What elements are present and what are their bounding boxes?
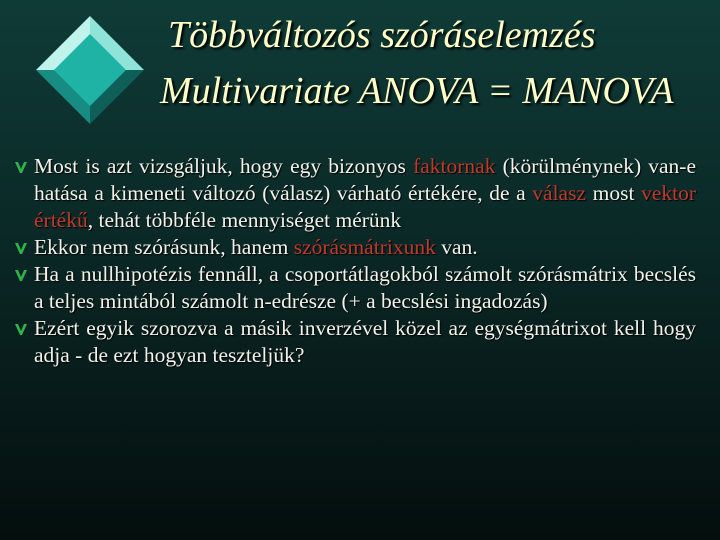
diamond-logo xyxy=(34,14,146,126)
title-line-2: Multivariate ANOVA = MANOVA xyxy=(160,70,674,112)
highlight-term: faktornak xyxy=(413,154,496,178)
bullet-list xyxy=(14,153,696,369)
bullet-item-4 xyxy=(14,315,696,369)
bullet-text: van. xyxy=(435,235,478,259)
check-v-icon xyxy=(14,160,28,174)
check-v-icon xyxy=(14,241,28,255)
bullet-text: Most is azt vizsgáljuk, hogy egy bizonyos xyxy=(34,154,414,178)
bullet-text: Ezért egyik szorozva a másik inverzével közel az egységmátrixot kell hogy adja - de ezt hogyan teszteljük? xyxy=(34,316,696,367)
highlight-term: szórásmátrixunk xyxy=(293,235,436,259)
bullet-item-2 xyxy=(14,234,696,261)
title-line-1: Többváltozós szóráselemzés xyxy=(168,14,596,56)
diamond-icon xyxy=(34,14,146,126)
bullet-item-3 xyxy=(14,261,696,315)
bullet-text: most xyxy=(586,181,642,205)
check-v-icon xyxy=(14,268,28,282)
highlight-term: válasz xyxy=(532,181,586,205)
bullet-text: , tehát többféle mennyiséget mérünk xyxy=(87,208,402,232)
bullet-text: Ekkor nem szórásunk, hanem xyxy=(34,235,294,259)
bullet-text: Ha a nullhipotézis fennáll, a csoportátlagokból számolt szórásmátrix becslés a teljes mintából számolt n-edrésze (+ a becslési ingadozás) xyxy=(34,262,696,313)
bullet-text: (körülménynek) van-e hatása a kimeneti változó (válasz) várható értékére, de a xyxy=(34,154,697,205)
highlight-term: vektor értékű xyxy=(34,181,696,232)
title-block xyxy=(160,10,720,116)
bullet-item-1 xyxy=(14,153,696,234)
check-v-icon xyxy=(14,322,28,336)
